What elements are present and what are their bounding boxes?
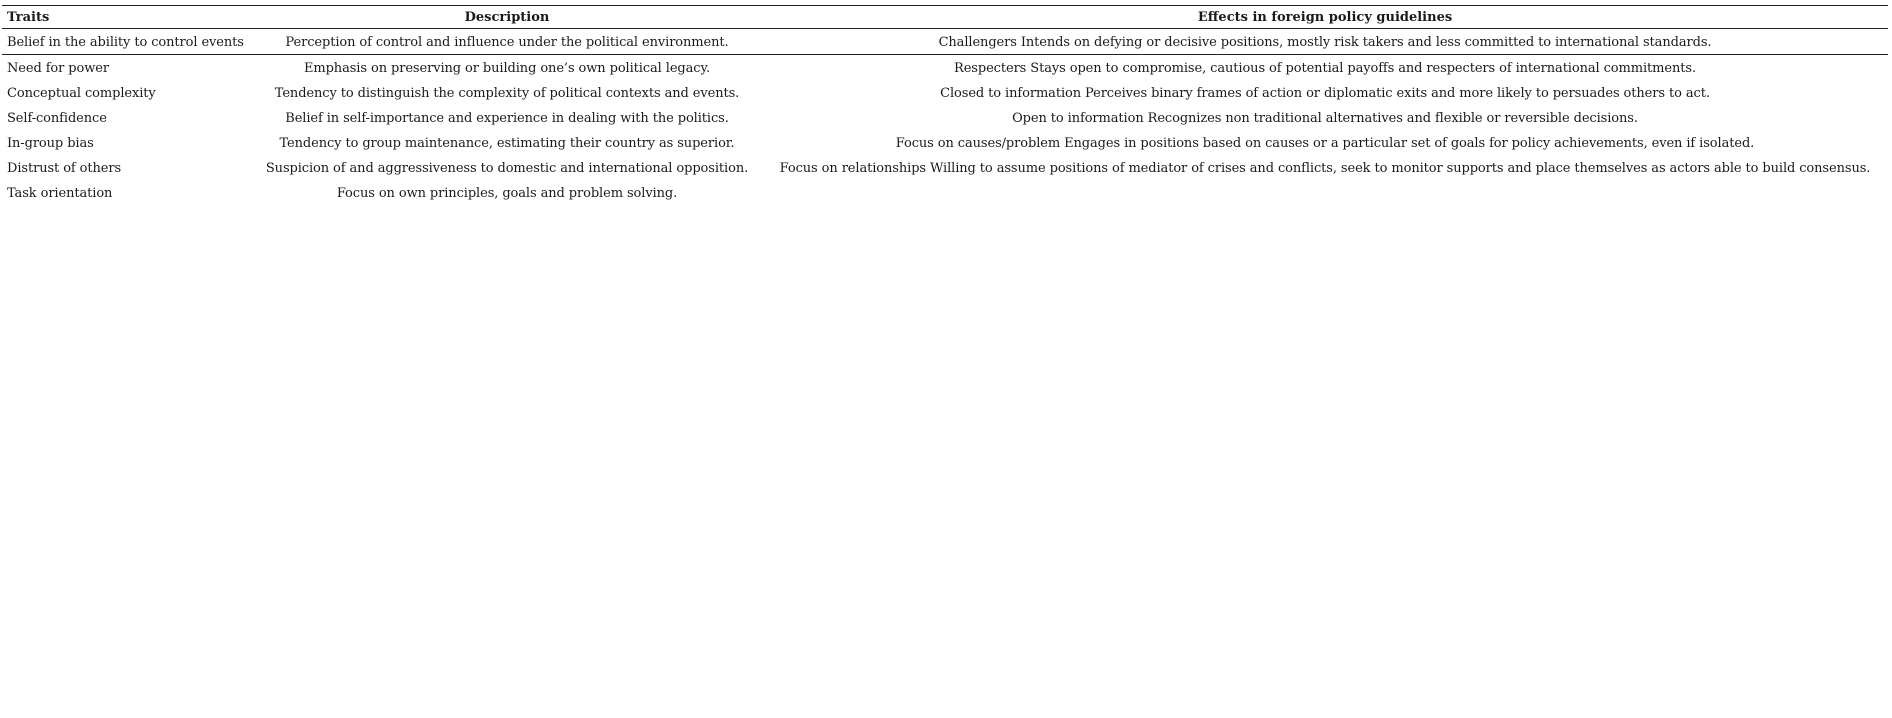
- effect-cell: [762, 180, 1888, 205]
- header-traits: Traits: [7, 10, 50, 25]
- table-row: [2, 180, 1888, 205]
- effect-cell: Open to information Recognizes non traditional alternatives and flexible or reversible decisions.: [1012, 110, 1638, 126]
- effect-cell: Focus on causes/problem Engages in positions based on causes or a particular set of goals for policy achievements, even if isolated.: [895, 135, 1755, 151]
- description-cell: Belief in self-importance and experience in dealing with the politics.: [285, 110, 729, 126]
- effect-cell: Respecters Stays open to compromise, cautious of potential payoffs and respecters of international commitments.: [954, 60, 1696, 76]
- description-cell: Perception of control and influence under the political environment.: [285, 34, 729, 50]
- traits-table-container: [2, 5, 1888, 205]
- effect-cell: Focus on relationships Willing to assume positions of mediator of crises and conflicts, seek to monitor supports and place themselves as actors able to build consensus.: [779, 160, 1871, 176]
- trait-cell: Conceptual complexity: [7, 85, 156, 101]
- header-effects: Effects in foreign policy guidelines: [1197, 10, 1453, 25]
- trait-cell: In-group bias: [7, 135, 94, 151]
- traits-table: [2, 5, 1888, 205]
- table-row: [2, 155, 1888, 180]
- table-row: [2, 105, 1888, 130]
- table-row: [2, 55, 1888, 81]
- table-header: [2, 6, 1888, 29]
- trait-cell: Belief in the ability to control events: [7, 34, 244, 50]
- header-row: [2, 6, 1888, 29]
- description-cell: Emphasis on preserving or building one’s own political legacy.: [303, 60, 711, 76]
- trait-cell: Self-confidence: [7, 110, 107, 126]
- effect-cell: Closed to information Perceives binary frames of action or diplomatic exits and more likely to persuades others to act.: [940, 85, 1710, 101]
- table-row: [2, 80, 1888, 105]
- description-cell: Tendency to distinguish the complexity of political contexts and events.: [274, 85, 740, 101]
- header-description: Description: [464, 10, 550, 25]
- effect-cell: Challengers Intends on defying or decisive positions, mostly risk takers and less committed to international standards.: [938, 34, 1712, 50]
- table-body: [2, 29, 1888, 206]
- trait-cell: Need for power: [7, 60, 109, 76]
- trait-cell: Task orientation: [7, 185, 113, 201]
- description-cell: Tendency to group maintenance, estimating their country as superior.: [279, 135, 735, 151]
- table-row: [2, 29, 1888, 55]
- table-row: [2, 130, 1888, 155]
- description-cell: Suspicion of and aggressiveness to domestic and international opposition.: [265, 160, 749, 176]
- trait-cell: Distrust of others: [7, 160, 122, 176]
- description-cell: Focus on own principles, goals and problem solving.: [336, 185, 678, 201]
